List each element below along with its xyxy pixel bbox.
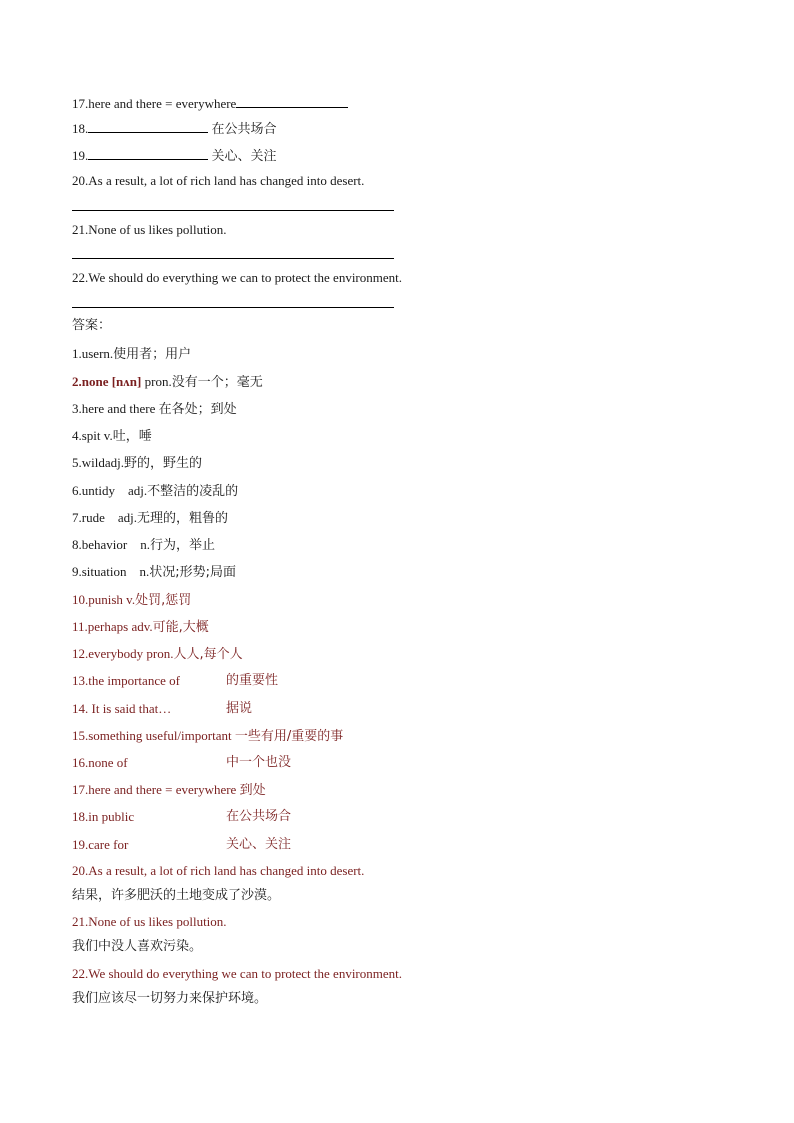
- answer-11: [72, 619, 209, 636]
- answer-2-cn: 没有一个；毫无: [171, 375, 263, 390]
- answer-18-cn: 在公共场合: [226, 809, 292, 824]
- answer-7-en: 7.rude adj.: [72, 510, 137, 525]
- question-17-text: 17.here and there = everywhere: [72, 96, 237, 111]
- answer-blank-17[interactable]: [236, 95, 348, 108]
- question-21: 21.None of us likes pollution.: [72, 222, 227, 237]
- answer-14-cn: 据说: [226, 701, 253, 716]
- answer-13: [72, 673, 180, 689]
- answer-line-20[interactable]: [72, 210, 394, 211]
- question-18-hint: 在公共场合: [211, 122, 277, 137]
- answer-1-en: 1.usern.: [72, 346, 114, 361]
- answer-12: [72, 646, 243, 663]
- answer-14: [72, 701, 171, 717]
- answer-7: [72, 510, 228, 527]
- answer-3-cn: 在各处；到处: [158, 402, 237, 417]
- answer-19-cn: 关心、关注: [226, 837, 292, 852]
- answer-6-en: 6.untidy adj.: [72, 483, 148, 498]
- answer-10-cn: 处罚,惩罚: [135, 593, 192, 608]
- answer-blank-18[interactable]: [88, 120, 208, 133]
- answer-19: [72, 837, 128, 853]
- answer-16-cn: 中一个也没: [226, 755, 292, 770]
- answer-15-cn: 一些有用/重要的事: [234, 729, 344, 744]
- answer-2-word: 2.none [nʌn]: [72, 374, 142, 389]
- answer-9-en: 9.situation n.: [72, 564, 150, 579]
- question-22: 22.We should do everything we can to protect the environment.: [72, 270, 403, 285]
- answer-9-cn: 状况;形势;局面: [149, 565, 237, 580]
- answer-17: [72, 782, 266, 799]
- answer-15-en: 15.something useful/important: [72, 728, 235, 743]
- answers-heading: 答案：: [72, 318, 112, 333]
- answer-8-cn: 行为，举止: [149, 538, 215, 553]
- question-18-number: 18.: [72, 121, 89, 136]
- answer-11-en: 11.perhaps adv.: [72, 619, 153, 634]
- answer-22-en: 22.We should do everything we can to protect the environment.: [72, 966, 403, 981]
- answer-19-en: 19.care for: [72, 837, 129, 852]
- answer-10-en: 10.punish v.: [72, 592, 136, 607]
- answer-8: [72, 537, 215, 554]
- question-19-number: 19.: [72, 148, 89, 163]
- answer-blank-19[interactable]: [88, 147, 208, 160]
- answer-1-cn: 使用者；用户: [113, 347, 192, 362]
- question-18: [72, 120, 277, 138]
- answer-21-en: 21.None of us likes pollution.: [72, 914, 227, 929]
- question-19-hint: 关心、关注: [211, 149, 277, 164]
- answer-4-cn: 吐，唾: [112, 429, 152, 444]
- answer-13-cn: 的重要性: [226, 673, 279, 688]
- answer-22-cn: 我们应该尽一切努力来保护环境。: [72, 991, 268, 1006]
- answer-14-en: 14. It is said that…: [72, 701, 172, 716]
- answer-17-en: 17.here and there = everywhere: [72, 782, 240, 797]
- answer-17-cn: 到处: [239, 783, 266, 798]
- answer-7-cn: 无理的，粗鲁的: [136, 511, 228, 526]
- answer-5: [72, 455, 202, 472]
- answer-line-21[interactable]: [72, 258, 394, 259]
- answer-10: [72, 592, 191, 609]
- answer-5-en: 5.wildadj.: [72, 455, 124, 470]
- question-17: [72, 95, 348, 112]
- question-19: [72, 147, 277, 165]
- answer-11-cn: 可能,大概: [152, 620, 209, 635]
- answer-12-cn: 人人,每个人: [173, 647, 243, 662]
- answer-5-cn: 野的，野生的: [124, 456, 203, 471]
- answer-line-22[interactable]: [72, 307, 394, 308]
- answer-9: [72, 564, 236, 581]
- answer-1: [72, 346, 191, 363]
- answer-3: [72, 401, 237, 418]
- answer-15: [72, 728, 343, 745]
- answer-18-en: 18.in public: [72, 809, 135, 824]
- answer-8-en: 8.behavior n.: [72, 537, 150, 552]
- answer-3-en: 3.here and there: [72, 401, 159, 416]
- answer-2-pos: pron.: [141, 374, 172, 389]
- answer-18: [72, 809, 134, 825]
- answer-12-en: 12.everybody pron.: [72, 646, 174, 661]
- answer-16: [72, 755, 128, 771]
- answer-2: [72, 374, 263, 391]
- answer-6: [72, 483, 238, 500]
- question-20: 20.As a result, a lot of rich land has changed into desert.: [72, 173, 365, 188]
- answer-4-en: 4.spit v.: [72, 428, 113, 443]
- answer-13-en: 13.the importance of: [72, 673, 180, 688]
- answer-4: [72, 428, 152, 445]
- answer-20-cn: 结果，许多肥沃的土地变成了沙漠。: [72, 888, 281, 903]
- answer-16-en: 16.none of: [72, 755, 128, 770]
- answer-20-en: 20.As a result, a lot of rich land has changed into desert.: [72, 863, 365, 878]
- answer-6-cn: 不整洁的凌乱的: [147, 484, 239, 499]
- answer-21-cn: 我们中没人喜欢污染。: [72, 939, 203, 954]
